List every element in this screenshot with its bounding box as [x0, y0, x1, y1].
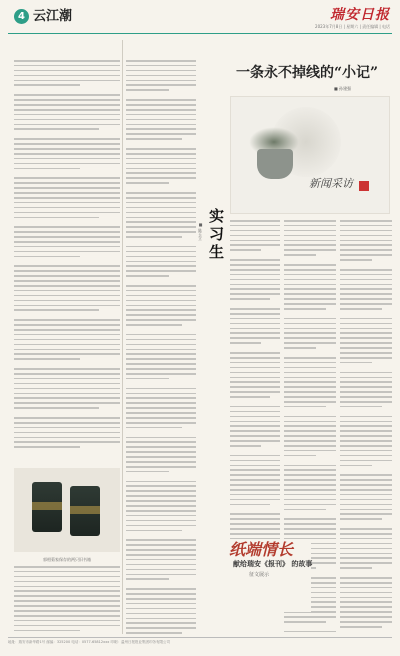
main-article-title: 一条永不掉线的“小记” — [236, 65, 379, 81]
left-article-body — [14, 60, 120, 465]
book-boxes-photo — [14, 468, 120, 552]
main-article-byline: ■ 孙建强 — [334, 86, 352, 91]
section-name: 云江潮 — [33, 9, 73, 24]
photo-caption: 郭相菊家保存的两只旧书箱 — [43, 557, 91, 562]
masthead-logo: 瑞安日报 — [330, 7, 390, 23]
middle-article-body — [126, 60, 196, 634]
body-text-block — [14, 60, 120, 448]
pot-drawing — [257, 149, 293, 179]
column-divider — [122, 40, 123, 634]
column-author: 征文展示 — [249, 572, 270, 578]
dateline: 2023年7月8日 | 星期六 | 责任编辑 | 电话 — [315, 24, 390, 29]
red-seal-icon — [359, 181, 369, 191]
book-box-left — [32, 482, 62, 532]
left-article-body-lower — [14, 566, 120, 634]
footer-rule — [8, 637, 392, 638]
column-heading: 纸端情长 — [229, 540, 294, 559]
illustration — [230, 96, 390, 214]
column-subtitle: 献给瑞安《报刊》 的故事 — [233, 560, 313, 568]
illustration-calligraphy: 新闻采访 — [309, 177, 353, 190]
column-box — [227, 540, 311, 612]
page-header — [8, 6, 392, 32]
middle-article-title: 实习生 — [207, 208, 225, 262]
main-article-col1 — [230, 220, 280, 540]
page-footer: 地址：瑞安市新华路1号 邮编：325200 电话：0577-65812xxx 印刷：温州日报报业集团印务有限公司 — [8, 640, 170, 644]
middle-article-byline: ■ 陈玉立 — [198, 222, 203, 241]
header-rule — [8, 33, 392, 34]
section-number-badge: 4 — [14, 9, 29, 24]
main-article-col3 — [340, 220, 392, 634]
book-box-right — [70, 486, 100, 536]
